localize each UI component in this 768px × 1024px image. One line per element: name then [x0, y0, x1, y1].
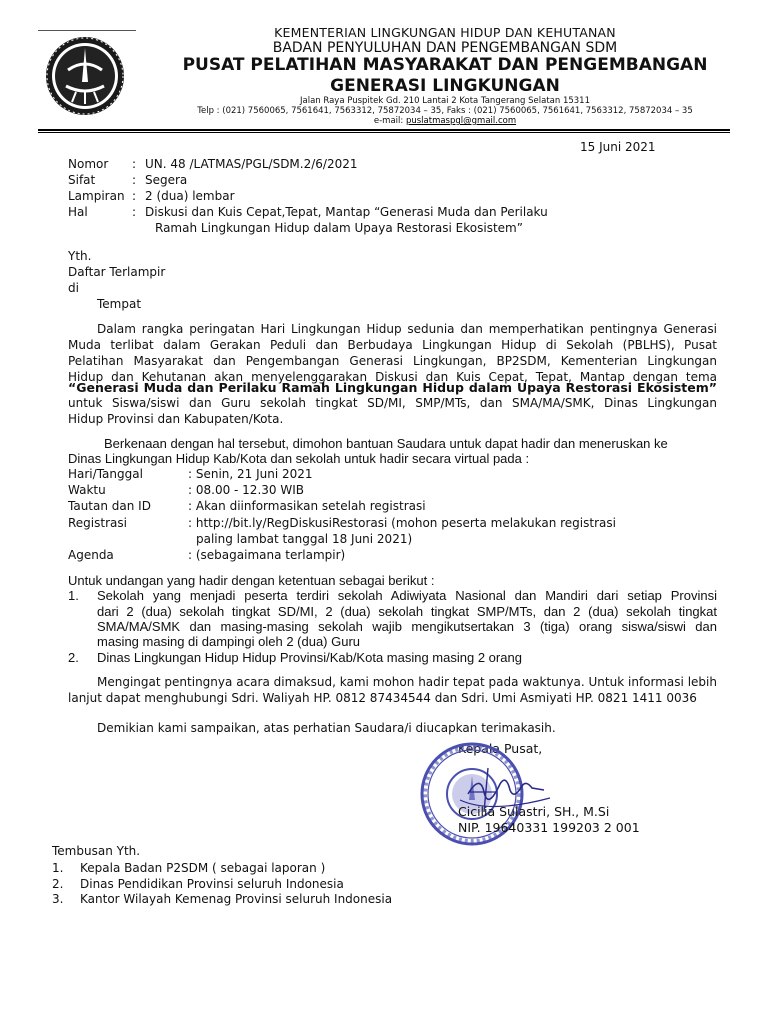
- cc-item: Dinas Pendidikan Provinsi seluruh Indonesia: [80, 877, 344, 891]
- invite-item2-line: Dinas Lingkungan Hidup Hidup Provinsi/Kab/Kota masing masing 2 orang: [97, 650, 522, 665]
- signatory-title: Kepala Pusat,: [458, 741, 543, 756]
- invite-item1-line: SMA/MA/SMK dan masing-masing sekolah wajib mengikutsertakan 3 (tiga) orang siswa/siswi dan: [97, 619, 717, 634]
- meta-colon: :: [132, 205, 137, 219]
- schedule-label-day: Hari/Tanggal: [68, 467, 143, 481]
- header-divider-thick: [38, 129, 730, 131]
- email-label: e-mail:: [373, 116, 406, 126]
- signatory-nip: NIP. 19640331 199203 2 001: [458, 820, 640, 835]
- closing-sentence: Demikian kami sampaikan, atas perhatian Saudara/i diucapkan terimakasih.: [97, 721, 556, 735]
- recipient-salutation: Yth.: [68, 249, 92, 263]
- ministry-logo: [38, 30, 132, 118]
- cc-number: 1.: [52, 861, 64, 875]
- cc-heading: Tembusan Yth.: [52, 844, 141, 858]
- schedule-label-registration: Registrasi: [68, 516, 127, 530]
- body-paragraph3-line: Mengingat pentingnya acara dimaksud, kami mohon hadir tepat pada waktunya. Untuk informasi lebih: [97, 675, 717, 689]
- body-paragraph1-line: Dalam rangka peringatan Hari Lingkungan Hidup sedunia dan memperhatikan pentingnya Generasi: [97, 322, 717, 336]
- letterhead-email-line: [150, 116, 740, 126]
- event-theme: “Generasi Muda dan Perilaku Ramah Lingkungan Hidup dalam Upaya Restorasi Ekosistem”: [68, 380, 717, 395]
- cc-number: 3.: [52, 892, 64, 906]
- schedule-label-agenda: Agenda: [68, 548, 114, 562]
- invite-item1-line: Sekolah yang menjadi peserta terdiri sekolah Adiwiyata Nasional dan Mandiri dari setiap Provinsi: [97, 588, 717, 603]
- body-paragraph1-line: untuk Siswa/siswi dan Guru sekolah tingkat SD/MI, SMP/MTs, dan SMA/MA/SMK, Dinas Lingkungan: [68, 396, 717, 410]
- invite-item1-line: dari 2 (dua) sekolah tingkat SD/MI, 2 (dua) sekolah tingkat SMP/MTs, dan 2 (dua) sekolah tingkat: [97, 604, 717, 619]
- body-paragraph1-line: Hidup Provinsi dan Kabupaten/Kota.: [68, 412, 284, 426]
- body-paragraph3-line: lanjut dapat menghubungi Sdri. Waliyah HP. 0812 87434544 dan Sdri. Umi Asmiyati HP. 0821 1411 0036: [68, 691, 697, 705]
- meta-label-sifat: Sifat: [68, 173, 96, 187]
- schedule-value-day: : Senin, 21 Juni 2021: [188, 467, 313, 481]
- schedule-value-time: : 08.00 - 12.30 WIB: [188, 483, 304, 497]
- recipient-di: di: [68, 281, 79, 295]
- meta-value-lampiran: 2 (dua) lembar: [145, 189, 235, 203]
- letterhead-address: Jalan Raya Puspitek Gd. 210 Lantai 2 Kota Tangerang Selatan 15311: [300, 96, 590, 106]
- agency-name: BADAN PENYULUHAN DAN PENGEMBANGAN SDM: [272, 40, 618, 56]
- meta-value-hal: Diskusi dan Kuis Cepat,Tepat, Mantap “Generasi Muda dan Perilaku: [145, 205, 548, 219]
- meta-colon: :: [132, 157, 137, 171]
- meta-label-hal: Hal: [68, 205, 88, 219]
- center-name-line2: GENERASI LINGKUNGAN: [330, 76, 560, 96]
- invite-intro: Untuk undangan yang hadir dengan ketentuan sebagai berikut :: [68, 573, 435, 588]
- meta-value-hal-cont: Ramah Lingkungan Hidup dalam Upaya Restorasi Ekosistem”: [155, 221, 523, 235]
- recipient-name: Daftar Terlampir: [68, 265, 166, 279]
- body-paragraph1-line: Muda terlibat dalam Gerakan Peduli dan Berbudaya Lingkungan Hidup di Sekolah (PBLHS), Pusat: [68, 338, 717, 352]
- ministry-name: KEMENTERIAN LINGKUNGAN HIDUP DAN KEHUTANAN: [274, 25, 616, 40]
- meta-colon: :: [132, 173, 137, 187]
- meta-colon: :: [132, 189, 137, 203]
- meta-label-lampiran: Lampiran: [68, 189, 125, 203]
- invite-item1-line: masing masing di dampingi oleh 2 (dua) Guru: [97, 634, 361, 649]
- center-name-line1: PUSAT PELATIHAN MASYARAKAT DAN PENGEMBANGAN: [182, 55, 708, 75]
- list-number: 2.: [68, 650, 79, 665]
- meta-value-sifat: Segera: [145, 173, 188, 187]
- letter-date: 15 Juni 2021: [580, 140, 656, 154]
- schedule-label-time: Waktu: [68, 483, 106, 497]
- header-divider-thin: [38, 132, 730, 133]
- cc-item: Kantor Wilayah Kemenag Provinsi seluruh Indonesia: [80, 892, 393, 906]
- schedule-label-link: Tautan dan ID: [68, 499, 151, 513]
- letterhead-phone: Telp : (021) 7560065, 7561641, 7563312, 75872034 – 35, Faks : (021) 7560065, 7561641, 7563312, 75872034 – 35: [197, 106, 693, 116]
- schedule-value-agenda: : (sebagaimana terlampir): [188, 548, 346, 562]
- signatory-name: Cicilia Sulastri, SH., M.Si: [458, 804, 610, 819]
- cc-item: Kepala Badan P2SDM ( sebagai laporan ): [80, 861, 326, 875]
- meta-label-nomor: Nomor: [68, 157, 109, 171]
- recipient-place: Tempat: [97, 297, 142, 311]
- list-number: 1.: [68, 588, 79, 603]
- registration-link[interactable]: : http://bit.ly/RegDiskusiRestorasi (mohon peserta melakukan registrasi: [188, 516, 616, 530]
- schedule-value-link: : Akan diinformasikan setelah registrasi: [188, 499, 426, 513]
- meta-value-nomor: UN. 48 /LATMAS/PGL/SDM.2/6/2021: [145, 157, 358, 171]
- body-paragraph2-line: Berkenaan dengan hal tersebut, dimohon bantuan Saudara untuk dapat hadir dan meneruskan ke: [104, 436, 668, 451]
- body-paragraph1-line: Hidup dan Kehutanan akan menyelenggarakan Diskusi dan Kuis Cepat, Tepat, Mantap dengan tema: [68, 370, 717, 384]
- email-link[interactable]: puslatmaspgl@gmail.com: [405, 116, 517, 126]
- cc-number: 2.: [52, 877, 64, 891]
- body-paragraph2-line: Dinas Lingkungan Hidup Kab/Kota dan sekolah untuk hadir secara virtual pada :: [68, 451, 530, 466]
- body-paragraph1-line: Pelatihan Masyarakat dan Pengembangan Generasi Lingkungan, BP2SDM, Kementerian Lingkungan: [68, 354, 717, 368]
- schedule-value-registration-cont: paling lambat tanggal 18 Juni 2021): [196, 532, 413, 546]
